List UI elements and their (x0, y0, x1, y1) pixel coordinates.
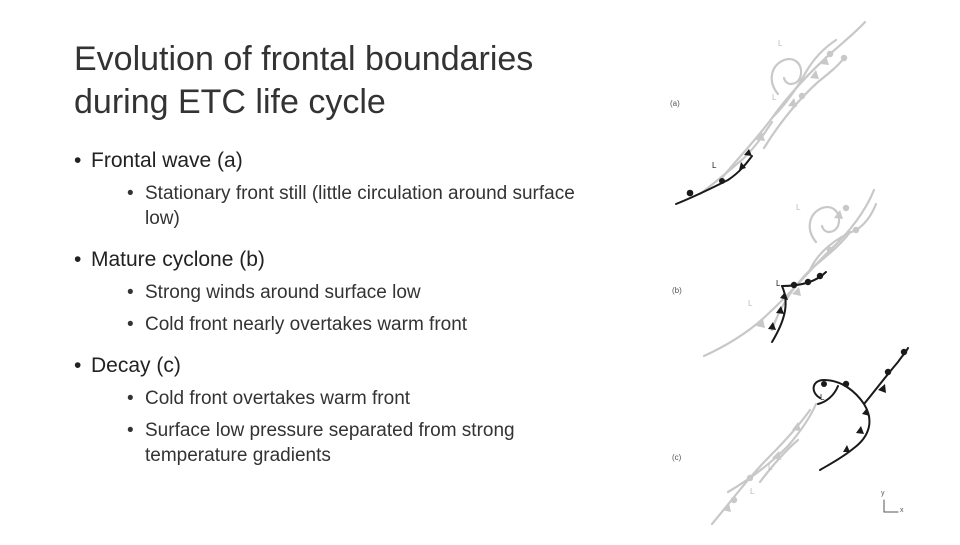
panel-a-faded-markers (756, 51, 847, 141)
panel-a-active-markers (687, 149, 752, 196)
bullet-text: Frontal wave (a) (91, 149, 243, 172)
low-pressure-label: L (778, 39, 783, 48)
low-pressure-label: L (776, 279, 781, 288)
panel-a-faded-fronts (700, 22, 865, 194)
frontal-diagram (660, 0, 960, 540)
low-pressure-label: L (748, 299, 753, 308)
xy-axes (884, 500, 898, 512)
low-pressure-label: L (796, 203, 801, 212)
sub-bullet: • Stationary front still (little circulation around surface low) (127, 181, 594, 231)
panel-label-a: (a) (670, 99, 680, 108)
sub-bullet: • Surface low pressure separated from strong temperature gradients (127, 418, 594, 468)
sub-bullet-list (91, 181, 594, 231)
panel-b-faded-fronts (704, 190, 876, 356)
bullet-frontal-wave (74, 148, 594, 231)
sub-bullet: • Cold front nearly overtakes warm front (127, 312, 594, 337)
frontal-evolution-figure (660, 0, 960, 540)
panel-label-c: (c) (672, 453, 682, 462)
sub-bullet: • Cold front overtakes warm front (127, 386, 594, 411)
bullet-text: Decay (c) (91, 354, 181, 377)
low-pressure-label: L (750, 487, 755, 496)
sub-bullet: • Strong winds around surface low (127, 280, 594, 305)
bullet-list (74, 148, 594, 468)
low-pressure-label: L (820, 393, 825, 402)
axis-label-y: y (881, 490, 885, 497)
axis-label-x: x (900, 507, 904, 514)
bullet-decay (74, 353, 594, 468)
bullet-text: Mature cyclone (b) (91, 248, 265, 271)
panel-c-active-front (814, 348, 908, 470)
bullet-mature-cyclone (74, 247, 594, 337)
low-pressure-label: L (712, 161, 717, 170)
sub-bullet-list (91, 386, 594, 468)
low-pressure-label: L (772, 93, 777, 102)
slide-title: Evolution of frontal boundaries during ETC life cycle (74, 40, 534, 121)
sub-bullet-list (91, 280, 594, 337)
low-pressure-label: L (768, 463, 773, 472)
panel-label-b: (b) (672, 286, 682, 295)
